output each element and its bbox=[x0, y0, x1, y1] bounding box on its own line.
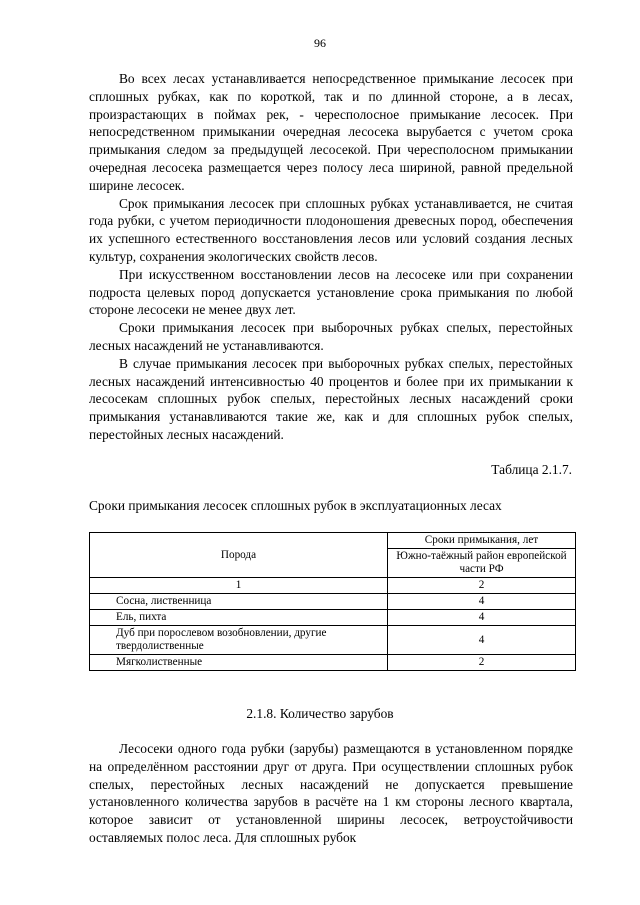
adjacency-table bbox=[89, 532, 576, 671]
years-cell: 4 bbox=[388, 610, 576, 626]
paragraph: Во всех лесах устанавливается непосредственное примыкание лесосек при сплошных рубках, как по короткой, так и по длинной стороне, а в лесах, произрастающих в поймах рек, - чересполосное примыкание лесосек. При непосредственном примыкании очередная лесосека вырубается с учетом срока примыкания следом за предыдущей лесосекой. При чересполосном примыкании очередная лесосека размещается через полосу леса шириной, равной предельной ширине лесосек. bbox=[89, 71, 573, 193]
body-text-top bbox=[89, 70, 573, 444]
paragraph: Сроки примыкания лесосек при выборочных рубках спелых, перестойных лесных насаждений не устанавливаются. bbox=[89, 320, 573, 353]
table-row bbox=[90, 594, 576, 610]
table-title: Сроки примыкания лесосек сплошных рубок в эксплуатационных лесах bbox=[89, 498, 502, 513]
section-heading: 2.1.8. Количество зарубов bbox=[246, 706, 394, 721]
page-number: 96 bbox=[314, 36, 326, 50]
table-row bbox=[90, 610, 576, 626]
years-cell: 4 bbox=[388, 594, 576, 610]
species-cell: Мягколиственные bbox=[90, 655, 388, 671]
table-label: Таблица 2.1.7. bbox=[491, 462, 572, 477]
paragraph: В случае примыкания лесосек при выборочных рубках спелых, перестойных лесных насаждений интенсивностью 40 процентов и более при их примыкании к лесосекам сплошных рубок спелых, перестойных лесных насаждений сроки примыкания устанавливаются такие же, как и для сплошных рубок спелых, перестойных лесных насаждений. bbox=[89, 355, 573, 442]
col-number: 1 bbox=[90, 578, 388, 594]
years-cell: 4 bbox=[388, 626, 576, 655]
table-number-row bbox=[90, 578, 576, 594]
species-cell: Сосна, лиственница bbox=[90, 594, 388, 610]
table-row bbox=[90, 626, 576, 655]
years-cell: 2 bbox=[388, 655, 576, 671]
body-text-bottom bbox=[89, 740, 573, 847]
table-row bbox=[90, 655, 576, 671]
col-number: 2 bbox=[388, 578, 576, 594]
paragraph: Лесосеки одного года рубки (зарубы) размещаются в установленном порядке на определённом расстоянии друг от друга. При осуществлении сплошных рубок спелых, перестойных лесных насаждений не допускается превышение установленного количества зарубов в расчёте на 1 км стороны лесного квартала, которое зависит от установленной ширины лесосек, ветроустойчивости оставляемых полос леса. Для сплошных рубок bbox=[89, 741, 573, 845]
table-header-row bbox=[90, 533, 576, 549]
header-terms: Сроки примыкания, лет bbox=[388, 533, 576, 549]
paragraph: При искусственном восстановлении лесов на лесосеке или при сохранении подроста целевых пород допускается установление срока примыкания по любой стороне лесосеки не менее двух лет. bbox=[89, 266, 573, 318]
species-cell: Дуб при порослевом возобновлении, другие твердолиственные bbox=[90, 626, 388, 655]
paragraph: Срок примыкания лесосек при сплошных рубках устанавливается, не считая года рубки, с учетом периодичности плодоношения древесных пород, обеспечения их успешного естественного восстановления лесов или условий создания лесных культур, сохранения экологических свойств лесов. bbox=[89, 195, 573, 264]
header-species: Порода bbox=[90, 533, 388, 578]
header-region: Южно-таёжный район европейской части РФ bbox=[388, 549, 576, 578]
species-cell: Ель, пихта bbox=[90, 610, 388, 626]
